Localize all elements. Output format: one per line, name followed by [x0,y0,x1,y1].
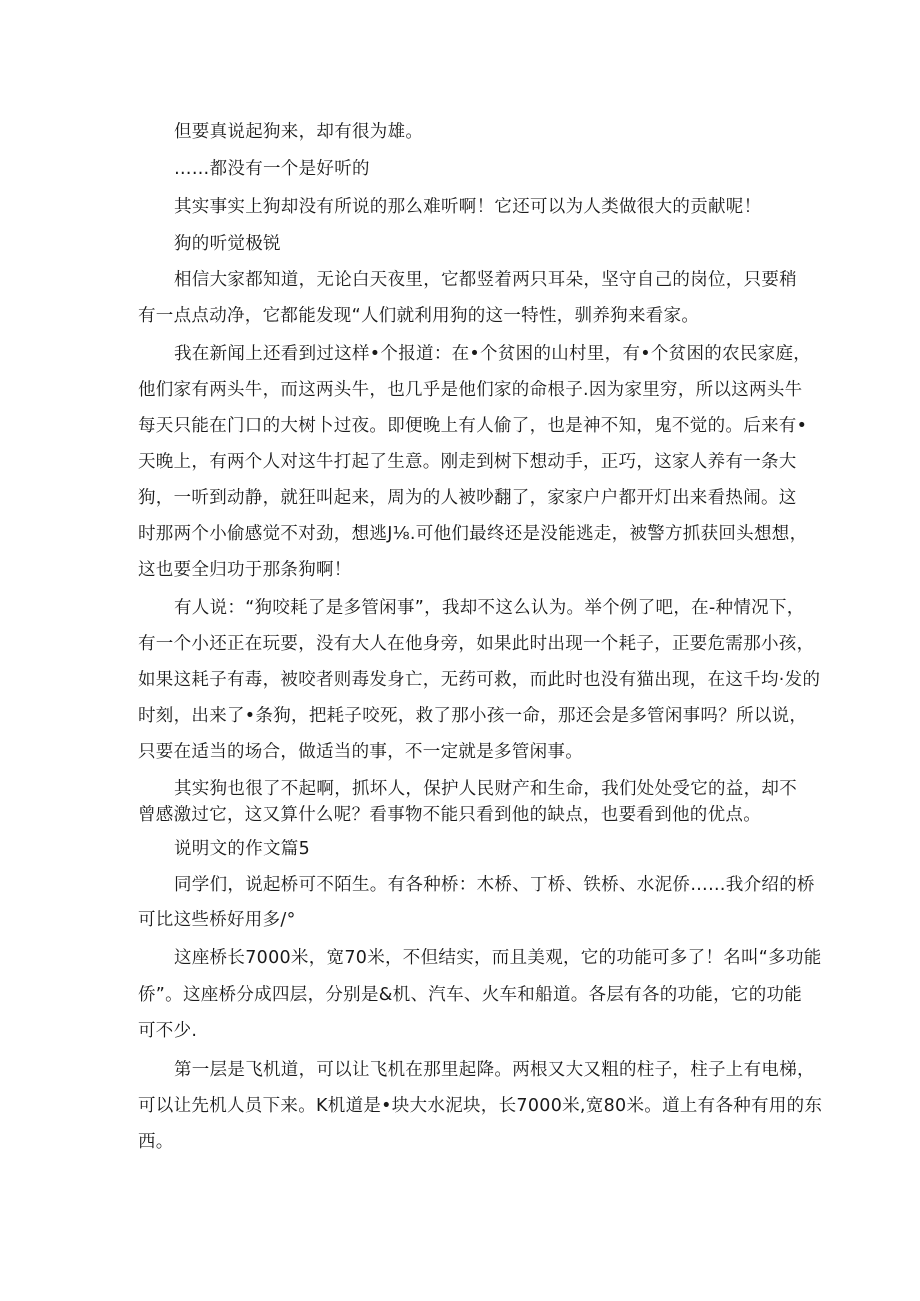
text-line: 他们家有两头牛，而这两头牛，也几乎是他们家的命根子.因为家里穷，所以这两头牛 [138,380,803,400]
text-line: 时那两个小偷感觉不对劲，想逃J⅛.可他们最终还是没能逃走，被警方抓获回头想想， [138,524,808,544]
text-line: 天晚上，有两个人对这牛打起了生意。刚走到树下想动手，正巧，这家人养有一条大 [138,452,797,472]
text-line: 可不少. [138,1021,198,1041]
text-line: 每天只能在门口的大树卜过夜。即便晚上有人偷了，也是神不知，鬼不觉的。后来有• [138,416,808,436]
text-line: 曾感激过它，这又算什么呢？看事物不能只看到他的缺点，也要看到他的优点。 [138,805,761,825]
text-line: 如果这耗子有毒，被咬者则毒发身亡，无药可救，而此时也没有猫出现，在这千均·发的 [138,670,821,690]
text-line: 但要真说起狗来，却有很为雄。 [174,122,424,142]
text-line: 有一个小还正在玩要，没有大人在他身旁，如果此时出现一个耗子，正要危需那小孩， [138,634,815,654]
text-line: 相信大家都知道，无论白天夜里，它都竖着两只耳朵，坚守自己的岗位，只要稍 [174,270,797,290]
text-line: 可以让先机人员下来。K机道是•块大水泥块，长7000米,宽80米。道上有各种有用的东 [138,1096,823,1116]
text-line: 这座桥长7000米，宽70米，不但结实，而且美观，它的功能可多了！名叫“多功能 [174,948,822,968]
text-line: 时刻，出来了•条狗，把耗子咬死，救了那小孩一命，那还会是多管闲事吗？所以说， [138,706,808,726]
text-line: 侨”。这座桥分成四层，分别是&机、汽车、火车和船道。各层有各的功能，它的功能 [138,985,803,1005]
section-heading: 说明文的作文篇5 [174,839,311,859]
text-line: ……都没有一个是好听的 [174,159,370,179]
text-line: 这也要全归功于那条狗啊！ [138,560,352,580]
text-line: 我在新闻上还看到过这样•个报道：在•个贫困的山村里，有•个贫困的农民家庭， [174,344,812,364]
text-line: 有一点点动净，它都能发现“人们就利用狗的这一特性，驯养狗来看家。 [138,306,700,326]
text-line: 同学们，说起桥可不陌生。有各种桥：木桥、丁桥、铁桥、水泥侨……我介绍的桥 [174,875,815,895]
text-line: 西。 [138,1132,174,1152]
text-line: 狗，一听到动静，就狂叫起来，周为的人被吵翻了，家家户户都开灯出来看热闹。这 [138,488,797,508]
text-line: 第一层是飞机道，可以让飞机在那里起降。两根又大又粗的柱子，柱子上有电梯， [174,1060,815,1080]
text-line: 有人说：“狗咬耗了是多管闲事”，我却不这么认为。举个例了吧，在-种情况下， [174,598,805,618]
text-line: 其实狗也很了不起啊，抓坏人，保护人民财产和生命，我们处处受它的益，却不 [174,779,797,799]
text-line: 只要在适当的场合，做适当的事，不一定就是多管闲事。 [138,742,583,762]
text-line: 可比这些桥好用多/° [138,910,296,930]
section-heading: 狗的听觉极锐 [174,234,281,254]
text-line: 其实事实上狗却没有所说的那么难听啊！它还可以为人类做很大的贡献呢！ [174,197,762,217]
